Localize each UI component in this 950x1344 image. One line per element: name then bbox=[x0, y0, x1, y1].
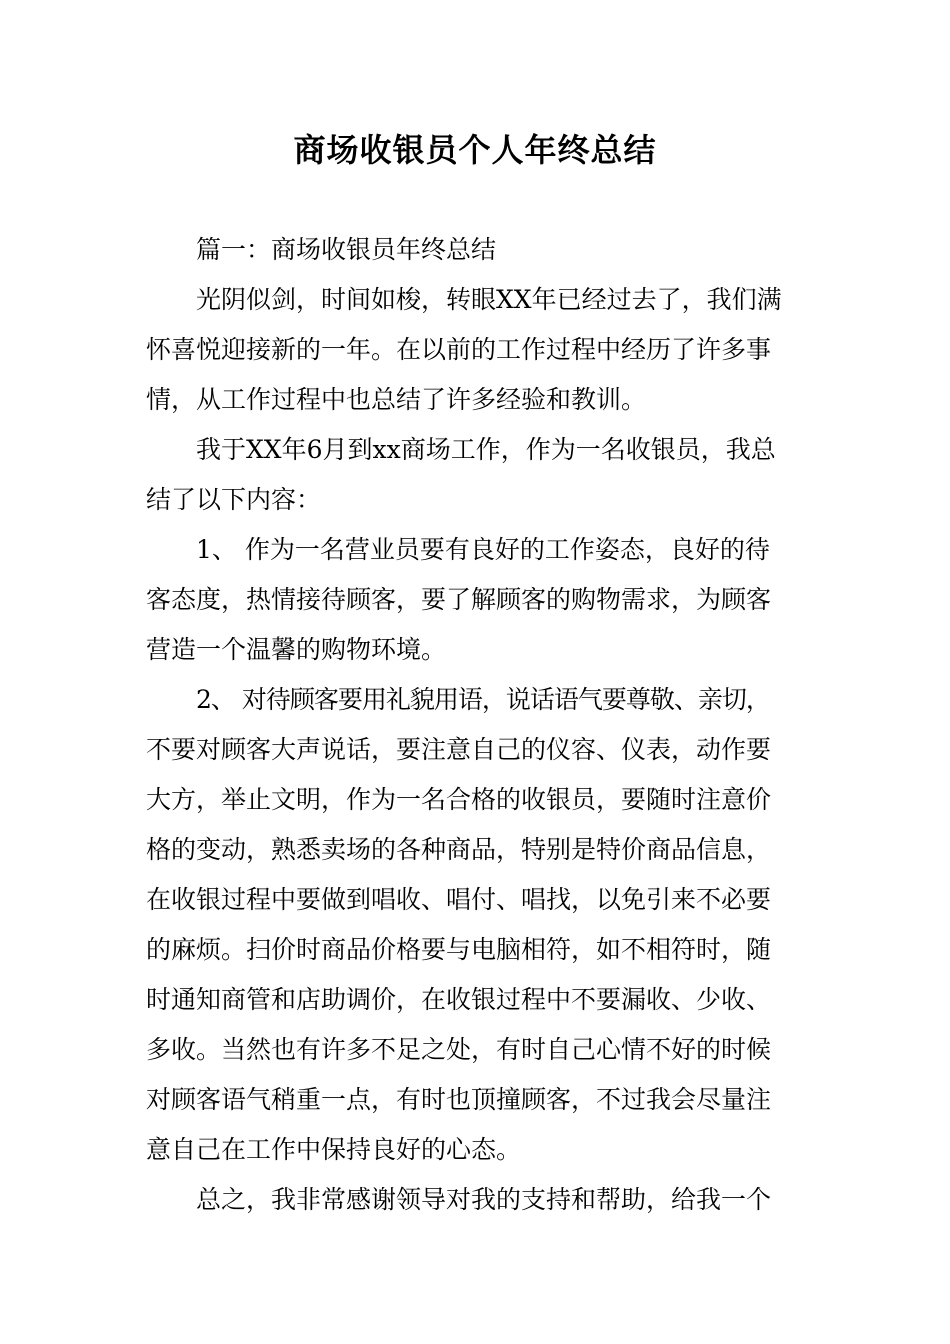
text-line: 营造一个温馨的购物环境。 bbox=[146, 635, 447, 664]
paragraph-2 bbox=[146, 425, 826, 525]
text-line: 怀喜悦迎接新的一年。在以前的工作过程中经历了许多事 bbox=[146, 335, 772, 364]
document-title: 商场收银员个人年终总结 bbox=[293, 131, 657, 169]
text-line: 不要对顾客大声说话，要注意自己的仪容、仪表，动作要 bbox=[146, 735, 772, 764]
paragraph-1 bbox=[146, 275, 826, 425]
section-heading bbox=[146, 225, 826, 275]
text-line: 总之，我非常感谢领导对我的支持和帮助，给我一个 bbox=[196, 1185, 772, 1214]
text-line: 客态度，热情接待顾客，要了解顾客的购物需求，为顾客 bbox=[146, 585, 772, 614]
text-line: 对顾客语气稍重一点，有时也顶撞顾客，不过我会尽量注 bbox=[146, 1085, 772, 1114]
text-line: 多收。当然也有许多不足之处，有时自己心情不好的时候 bbox=[146, 1035, 772, 1064]
paragraph-4 bbox=[146, 675, 826, 1175]
paragraph-3 bbox=[146, 525, 826, 675]
text-line: 在收银过程中要做到唱收、唱付、唱找，以免引来不必要 bbox=[146, 885, 772, 914]
document-body bbox=[146, 225, 826, 1225]
text-line: 结了以下内容： bbox=[146, 485, 322, 514]
text-line: 格的变动，熟悉卖场的各种商品，特别是特价商品信息， bbox=[146, 835, 772, 864]
paragraph-5 bbox=[146, 1175, 826, 1225]
text-line: 情，从工作过程中也总结了许多经验和教训。 bbox=[146, 385, 647, 414]
text-line: 光阴似剑，时间如梭，转眼XX年已经过去了，我们满 bbox=[196, 285, 782, 314]
text-line: 的麻烦。扫价时商品价格要与电脑相符，如不相符时，随 bbox=[146, 935, 772, 964]
text-line: 2、 对待顾客要用礼貌用语，说话语气要尊敬、亲切， bbox=[196, 685, 770, 714]
text-line: 我于XX年6月到xx商场工作，作为一名收银员，我总 bbox=[196, 435, 776, 464]
text-line: 1、 作为一名营业员要有良好的工作姿态，良好的待 bbox=[196, 535, 770, 564]
text-line: 时通知商管和店助调价，在收银过程中不要漏收、少收、 bbox=[146, 985, 772, 1014]
text-line: 大方，举止文明，作为一名合格的收银员，要随时注意价 bbox=[146, 785, 772, 814]
text-line: 篇一：商场收银员年终总结 bbox=[196, 235, 497, 264]
text-line: 意自己在工作中保持良好的心态。 bbox=[146, 1135, 522, 1164]
